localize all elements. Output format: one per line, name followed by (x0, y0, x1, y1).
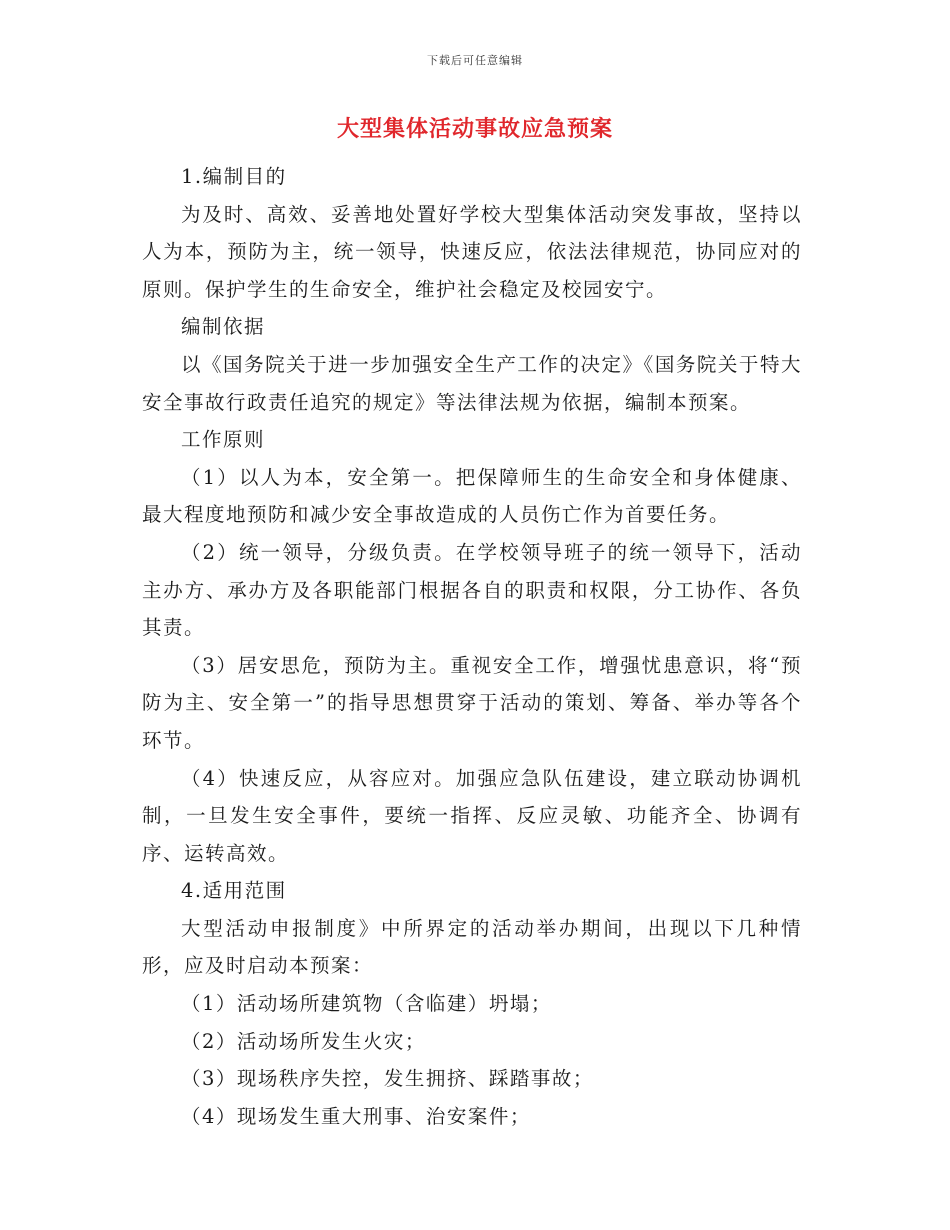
list-item: （4）现场发生重大刑事、治安案件； (181, 1104, 531, 1128)
paragraph: 以《国务院关于进一步加强安全生产工作的决定》《国务院关于特大安全事故行政责任追究的规定》等法律法规为依据，编制本预案。 (142, 352, 802, 414)
section-heading: 编制依据 (181, 315, 266, 339)
paragraph: （4）快速反应，从容应对。加强应急队伍建设，建立联动协调机制，一旦发生安全事件，要统一指挥、反应灵敏、功能齐全、协调有序、运转高效。 (142, 766, 802, 865)
paragraph: （3）居安思危，预防为主。重视安全工作，增强忧患意识，将“预防为主、安全第一”的指导思想贯穿于活动的策划、筹备、举办等各个环节。 (142, 653, 802, 752)
document-body (142, 158, 802, 1135)
section-heading: 1.编制目的 (181, 165, 287, 188)
list-item: （2）活动场所发生火灾； (181, 1029, 426, 1053)
paragraph: （2）统一领导，分级负责。在学校领导班子的统一领导下，活动主办方、承办方及各职能部门根据各自的职责和权限，分工协作、各负其责。 (142, 540, 802, 640)
header-note: 下载后可任意编辑 (427, 54, 523, 67)
section-heading: 工作原则 (181, 428, 266, 452)
paragraph: 为及时、高效、妥善地处置好学校大型集体活动突发事故，坚持以人为本，预防为主，统一领导，快速反应，依法法律规范，协同应对的原则。保护学生的生命安全，维护社会稳定及校园安宁。 (142, 202, 802, 301)
list-item: （3）现场秩序失控，发生拥挤、踩踏事故； (181, 1067, 594, 1091)
document-title: 大型集体活动事故应急预案 (336, 117, 613, 142)
list-item: （1）活动场所建筑物（含临建）坍塌； (181, 992, 552, 1016)
paragraph: （1）以人为本，安全第一。把保障师生的生命安全和身体健康、最大程度地预防和减少安全事故造成的人员伤亡作为首要任务。 (142, 465, 802, 527)
section-heading: 4.适用范围 (181, 879, 287, 903)
paragraph: 大型活动申报制度》中所界定的活动举办期间，出现以下几种情形，应及时启动本预案： (142, 916, 802, 978)
